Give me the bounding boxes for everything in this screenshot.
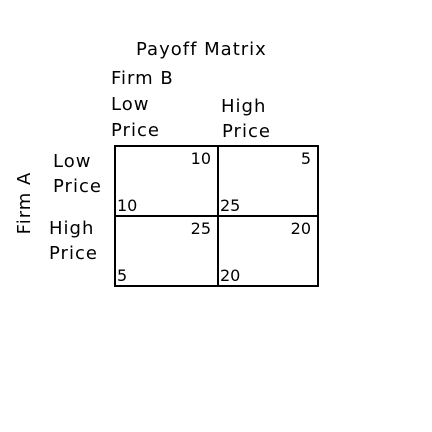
- cell-high-high: [219, 217, 317, 285]
- payoff-firm-b: 5: [300, 149, 311, 168]
- payoff-firm-a: 10: [117, 196, 138, 215]
- payoff-firm-a: 20: [220, 266, 241, 285]
- diagram-title: Payoff Matrix: [136, 39, 267, 60]
- column-header-high-price-line1: High: [221, 96, 267, 117]
- row-header-low-price-line1: Low: [53, 151, 92, 172]
- payoff-firm-a: 5: [117, 266, 128, 285]
- row-header-high-price-line2: Price: [49, 243, 98, 264]
- payoff-matrix-grid: [114, 145, 319, 287]
- firm-a-label: Firm A: [14, 171, 35, 235]
- column-header-low-price-line1: Low: [111, 94, 150, 115]
- payoff-firm-b: 10: [190, 149, 211, 168]
- cell-low-low: [116, 147, 217, 215]
- payoff-firm-b: 20: [290, 219, 311, 238]
- column-header-high-price-line2: Price: [222, 121, 271, 142]
- column-header-low-price-line2: Price: [111, 120, 160, 141]
- payoff-firm-b: 25: [190, 219, 211, 238]
- cell-low-high: [219, 147, 317, 215]
- firm-b-label: Firm B: [111, 68, 174, 89]
- row-header-high-price-line1: High: [49, 218, 95, 239]
- row-header-low-price-line2: Price: [53, 176, 102, 197]
- cell-high-low: [116, 217, 217, 285]
- payoff-firm-a: 25: [220, 196, 241, 215]
